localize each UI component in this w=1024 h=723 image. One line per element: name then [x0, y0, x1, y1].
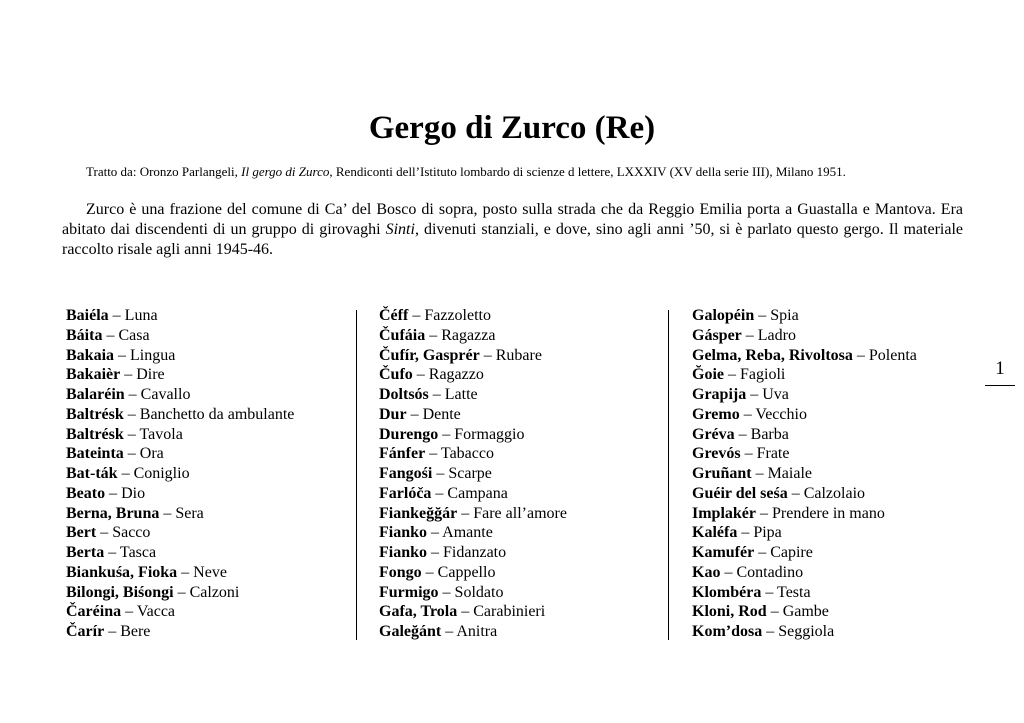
glossary-entry [66, 484, 366, 504]
entry-meaning: Uva [762, 386, 789, 403]
entry-separator: – [720, 563, 737, 581]
glossary-entry [379, 444, 679, 464]
entry-separator: – [432, 465, 449, 482]
entry-meaning: Coniglio [133, 465, 190, 482]
entry-meaning: Contadino [736, 563, 804, 581]
entry-separator: – [408, 307, 425, 324]
entry-term: Galeğánt [379, 623, 442, 640]
glossary-entry [379, 484, 679, 504]
entry-separator: – [431, 484, 448, 502]
intro-text-2: , divenuti stanziali, e dove, sino agli anni ’50, si è parlato questo gergo. Il materiale raccolto risale agli anni 1945-46. [62, 221, 964, 258]
entry-term: Biankuśa, Fioka [66, 563, 178, 581]
entry-meaning: Carabinieri [473, 603, 546, 621]
entry-term: Baltrésk [66, 405, 124, 423]
entry-separator: – [108, 307, 125, 324]
glossary-column-2 [379, 306, 679, 642]
glossary-column-1 [66, 306, 366, 642]
entry-separator: – [114, 346, 131, 364]
entry-term: Balaréin [66, 386, 125, 403]
glossary-entry [379, 425, 679, 445]
glossary-entry [692, 583, 992, 603]
glossary-entry [692, 504, 992, 524]
entry-meaning: Dio [121, 484, 146, 502]
entry-term: Bat-ták [66, 465, 118, 482]
glossary-entry [692, 385, 992, 405]
entry-meaning: Barba [750, 425, 789, 443]
entry-meaning: Frate [756, 445, 790, 463]
entry-separator: – [421, 563, 438, 581]
glossary-entry [379, 563, 679, 583]
entry-term: Fangośi [379, 465, 433, 482]
entry-meaning: Tasca [119, 544, 157, 561]
entry-term: Bakaia [66, 346, 115, 364]
source-suffix: , Rendiconti dell’Istituto lombardo di scienze d lettere, LXXXIV (XV della serie III), Milano 1951. [329, 164, 846, 179]
page-number: 1 [995, 358, 1005, 379]
entry-separator: – [457, 504, 474, 522]
entry-term: Čéff [379, 307, 409, 324]
entry-meaning: Testa [777, 583, 811, 601]
entry-meaning: Sacco [112, 524, 151, 542]
source-work-title: Il gergo di Zurco [241, 164, 330, 179]
entry-meaning: Ora [139, 445, 164, 463]
page-title: Gergo di Zurco (Re) [368, 110, 656, 146]
entry-term: Baltrésk [66, 425, 124, 443]
glossary-entry [379, 622, 679, 642]
glossary-entry [692, 523, 992, 543]
source-citation [86, 164, 966, 180]
entry-meaning: Dire [136, 366, 165, 384]
entry-term: Kaléfa [692, 524, 738, 542]
entry-meaning: Spia [770, 307, 799, 324]
entry-meaning: Tabacco [440, 445, 494, 463]
entry-separator: – [766, 603, 783, 621]
glossary-column-3 [692, 306, 992, 642]
glossary-entry [66, 365, 366, 385]
entry-separator: – [756, 504, 772, 522]
glossary-entry [66, 306, 366, 326]
entry-term: Gruñant [692, 465, 752, 482]
glossary-entry [379, 504, 679, 524]
entry-meaning: Soldato [454, 583, 504, 601]
glossary-entry [379, 464, 679, 484]
entry-separator: – [123, 425, 140, 443]
entry-term: Gafa, Trola [379, 603, 458, 621]
entry-meaning: Casa [118, 326, 150, 344]
glossary-entry [379, 523, 679, 543]
page-number-rule [985, 385, 1015, 386]
glossary-entry [66, 346, 366, 366]
entry-separator: – [428, 386, 445, 403]
entry-meaning: Vecchio [755, 405, 807, 423]
entry-separator: – [438, 583, 455, 601]
entry-term: Guéir del seśa [692, 484, 788, 502]
glossary-entry [692, 425, 992, 445]
entry-separator: – [123, 445, 140, 463]
entry-separator: – [102, 326, 119, 344]
entry-separator: – [740, 445, 757, 463]
entry-meaning: Lingua [130, 346, 176, 364]
entry-separator: – [441, 623, 457, 640]
glossary-entry [692, 563, 992, 583]
intro-text-1: Zurco è una frazione del comune di Ca’ del Bosco di sopra, posto sulla strada che da Reggio Emilia porta a Guastalla e Mantova. Era abitato dai discendenti di un gruppo di girovaghi [62, 201, 963, 238]
glossary-entry [379, 602, 679, 622]
glossary [0, 306, 1024, 646]
entry-meaning: Campana [447, 484, 508, 502]
entry-separator: – [427, 524, 443, 542]
entry-term: Fianko [379, 524, 428, 542]
entry-separator: – [177, 563, 194, 581]
entry-separator: – [737, 524, 754, 542]
glossary-entry [66, 425, 366, 445]
entry-term: Čarír [66, 623, 105, 640]
entry-separator: – [412, 366, 429, 384]
entry-separator: – [438, 425, 455, 443]
source-prefix: Tratto da: Oronzo Parlangeli, [86, 164, 242, 179]
glossary-entry [66, 504, 366, 524]
entry-meaning: Prendere in mano [772, 504, 885, 522]
entry-meaning: Amante [442, 524, 493, 542]
entry-separator: – [124, 386, 141, 403]
glossary-entry [692, 622, 992, 642]
entry-meaning: Tavola [139, 425, 183, 443]
entry-meaning: Scarpe [448, 465, 492, 482]
entry-separator: – [104, 623, 121, 640]
entry-meaning: Neve [193, 563, 227, 581]
entry-separator: – [159, 504, 176, 522]
entry-term: Kloni, Rod [692, 603, 767, 621]
entry-term: Grevós [692, 445, 741, 463]
entry-meaning: Seggiola [778, 623, 835, 640]
intro-emphasis: Sinti [385, 221, 415, 238]
entry-term: Bateinta [66, 445, 124, 463]
glossary-entry [379, 583, 679, 603]
entry-separator: – [754, 307, 771, 324]
entry-term: Bilongi, Biśongi [66, 583, 174, 601]
entry-meaning: Bere [120, 623, 151, 640]
entry-separator: – [787, 484, 804, 502]
entry-meaning: Cappello [437, 563, 496, 581]
glossary-entry [66, 602, 366, 622]
glossary-entry [692, 365, 992, 385]
entry-separator: – [751, 465, 768, 482]
entry-term: Kom’dosa [692, 623, 763, 640]
entry-separator: – [104, 544, 120, 561]
entry-meaning: Ladro [757, 326, 796, 344]
entry-term: Furmigo [379, 583, 439, 601]
entry-term: Čufír, Gasprér [379, 346, 480, 364]
entry-term: Fianko [379, 544, 428, 561]
entry-meaning: Latte [444, 386, 478, 403]
glossary-entry [66, 583, 366, 603]
entry-separator: – [173, 583, 190, 601]
entry-separator: – [425, 445, 441, 463]
intro-paragraph [62, 200, 963, 260]
entry-separator: – [741, 326, 758, 344]
entry-separator: – [123, 405, 140, 423]
entry-term: Dur [379, 405, 407, 423]
glossary-entry [66, 326, 366, 346]
glossary-entry [692, 543, 992, 563]
glossary-entry [66, 464, 366, 484]
glossary-entry [66, 385, 366, 405]
entry-separator: – [754, 544, 771, 561]
entry-separator: – [425, 326, 442, 344]
entry-term: Gremo [692, 405, 740, 423]
entry-meaning: Calzolaio [803, 484, 866, 502]
entry-separator: – [762, 623, 779, 640]
entry-meaning: Sera [175, 504, 204, 522]
glossary-entry [692, 346, 992, 366]
entry-term: Gásper [692, 326, 742, 344]
entry-term: Bert [66, 524, 97, 542]
glossary-entry [692, 484, 992, 504]
entry-term: Ğoie [692, 366, 724, 384]
glossary-entry [66, 622, 366, 642]
entry-separator: – [427, 544, 444, 561]
glossary-entry [66, 444, 366, 464]
entry-meaning: Fare all’amore [473, 504, 567, 522]
entry-term: Čufo [379, 366, 413, 384]
entry-separator: – [852, 346, 869, 364]
entry-meaning: Vacca [136, 603, 176, 621]
entry-term: Implakér [692, 504, 756, 522]
entry-term: Klombéra [692, 583, 762, 601]
entry-meaning: Luna [124, 307, 158, 324]
glossary-entry [379, 543, 679, 563]
entry-term: Berta [66, 544, 105, 561]
entry-term: Baiéla [66, 307, 109, 324]
entry-meaning: Fagioli [740, 366, 786, 384]
entry-term: Gelma, Reba, Rivoltosa [692, 346, 853, 364]
glossary-entry [379, 405, 679, 425]
glossary-entry [379, 385, 679, 405]
entry-term: Báita [66, 326, 103, 344]
entry-term: Grapija [692, 386, 747, 403]
glossary-entry [692, 326, 992, 346]
entry-term: Doltsós [379, 386, 429, 403]
glossary-entry [66, 563, 366, 583]
entry-term: Fánfer [379, 445, 426, 463]
entry-meaning: Polenta [868, 346, 917, 364]
entry-term: Fiankeğğár [379, 504, 458, 522]
entry-term: Gréva [692, 425, 735, 443]
entry-separator: – [120, 366, 137, 384]
entry-meaning: Gambe [782, 603, 829, 621]
glossary-entry [379, 326, 679, 346]
entry-meaning: Formaggio [454, 425, 525, 443]
glossary-entry [692, 405, 992, 425]
entry-term: Kao [692, 563, 721, 581]
entry-meaning: Rubare [495, 346, 542, 364]
entry-term: Durengo [379, 425, 439, 443]
entry-separator: – [121, 603, 137, 621]
column-divider [668, 310, 669, 640]
glossary-entry [66, 405, 366, 425]
entry-separator: – [406, 405, 423, 423]
glossary-entry [692, 444, 992, 464]
column-divider [356, 310, 357, 640]
entry-meaning: Pipa [753, 524, 782, 542]
entry-term: Fongo [379, 563, 422, 581]
entry-meaning: Ragazza [441, 326, 496, 344]
entry-term: Farlóča [379, 484, 432, 502]
entry-meaning: Maiale [767, 465, 812, 482]
entry-meaning: Dente [422, 405, 461, 423]
entry-term: Čaréina [66, 603, 122, 621]
glossary-entry [692, 306, 992, 326]
entry-separator: – [739, 405, 756, 423]
entry-separator: – [734, 425, 751, 443]
entry-separator: – [761, 583, 778, 601]
entry-meaning: Banchetto da ambulante [139, 405, 295, 423]
entry-term: Čufáia [379, 326, 426, 344]
glossary-entry [692, 464, 992, 484]
glossary-entry [379, 346, 679, 366]
glossary-entry [692, 602, 992, 622]
entry-term: Bakaièr [66, 366, 121, 384]
entry-separator: – [724, 366, 740, 384]
entry-term: Beato [66, 484, 106, 502]
glossary-entry [66, 543, 366, 563]
glossary-entry [379, 365, 679, 385]
entry-meaning: Calzoni [189, 583, 240, 601]
entry-separator: – [105, 484, 122, 502]
entry-separator: – [96, 524, 113, 542]
glossary-entry [379, 306, 679, 326]
entry-term: Galopéin [692, 307, 755, 324]
entry-meaning: Fazzoletto [424, 307, 491, 324]
entry-meaning: Fidanzato [443, 544, 507, 561]
glossary-entry [66, 523, 366, 543]
entry-separator: – [479, 346, 496, 364]
entry-term: Kamufér [692, 544, 755, 561]
entry-meaning: Capire [770, 544, 813, 561]
entry-term: Berna, Bruna [66, 504, 160, 522]
entry-separator: – [457, 603, 474, 621]
entry-separator: – [117, 465, 134, 482]
entry-meaning: Cavallo [140, 386, 191, 403]
entry-meaning: Ragazzo [428, 366, 484, 384]
entry-meaning: Anitra [456, 623, 498, 640]
entry-separator: – [746, 386, 763, 403]
